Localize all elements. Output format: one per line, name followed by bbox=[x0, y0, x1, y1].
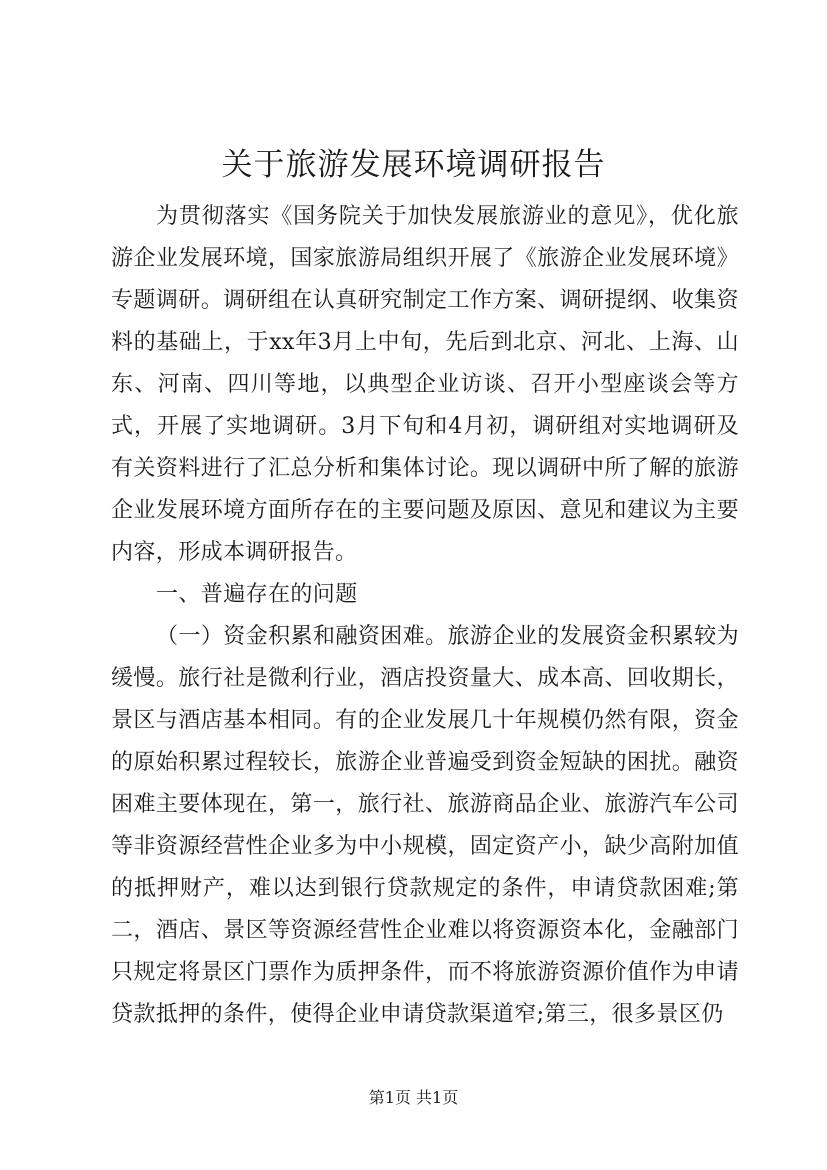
document-title: 关于旅游发展环境调研报告 bbox=[221, 147, 606, 183]
document-body bbox=[111, 196, 739, 1036]
section-heading: 一、普遍存在的问题 bbox=[156, 582, 358, 607]
intro-paragraph: 为贯彻落实《国务院关于加快发展旅游业的意见》，优化旅游企业发展环境，国家旅游局组织开展了《旅游企业发展环境》专题调研。调研组在认真研究制定工作方案、调研提纲、收集资料的基础上，于xx年3月上中旬，先后到北京、河北、上海、山东、河南、四川等地，以典型企业访谈、召开小型座谈会等方式，开展了实地调研。3月下旬和4月初，调研组对实地调研及有关资料进行了汇总分析和集体讨论。现以调研中所了解的旅游企业发展环境方面所存在的主要问题及原因、意见和建议为主要内容，形成本调研报告。 bbox=[111, 204, 739, 565]
page-footer: 第1页 共1页 bbox=[368, 1088, 459, 1107]
subsection-paragraph: （一）资金积累和融资困难。旅游企业的发展资金积累较为缓慢。旅行社是微利行业，酒店投资量大、成本高、回收期长，景区与酒店基本相同。有的企业发展几十年规模仍然有限，资金的原始积累过程较长，旅游企业普遍受到资金短缺的困扰。融资困难主要体现在，第一，旅行社、旅游商品企业、旅游汽车公司等非资源经营性企业多为中小规模，固定资产小，缺少高附加值的抵押财产，难以达到银行贷款规定的条件，申请贷款困难;第二，酒店、景区等资源经营性企业难以将资源资本化，金融部门只规定将景区门票作为质押条件，而不将旅游资源价值作为申请贷款抵押的条件，使得企业申请贷款渠道窄;第三，很多景区仍 bbox=[111, 624, 739, 1027]
